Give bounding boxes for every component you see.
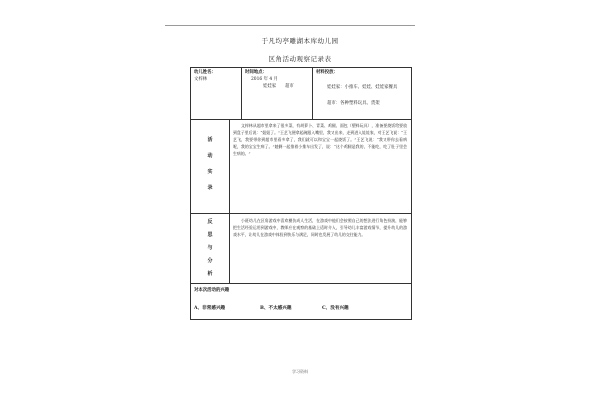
top-rule xyxy=(165,25,415,26)
interest-option-c[interactable]: C、没有兴趣 xyxy=(322,306,349,311)
label-char: 实 xyxy=(207,169,213,175)
label-char: 分 xyxy=(207,258,213,264)
child-name-value: 文梓林 xyxy=(194,77,208,82)
time-value: 2016 年 4 月 xyxy=(251,77,278,82)
col-divider xyxy=(241,68,242,119)
footer-text: 学习资料 xyxy=(292,369,308,374)
label-char: 思 xyxy=(207,232,213,238)
activity-record-label xyxy=(191,136,229,200)
reflection-text: 小班幼儿在区角游戏中喜欢模仿成人生活，在游戏中他们会按照自己的想法进行角色扮演，能够把生活经验运用到游戏中，教师应在观察的基础上适时介入，引导幼儿丰富游戏情节，提升幼儿的游戏水平，让幼儿在游戏中体验到快乐与满足，同时也发展了幼儿的交往能力。 xyxy=(233,218,407,237)
label-char: 析 xyxy=(207,271,213,277)
row-divider xyxy=(191,119,411,120)
label-char: 反 xyxy=(207,219,213,225)
row-divider xyxy=(191,283,411,284)
interest-option-b[interactable]: B、不太感兴趣 xyxy=(260,306,292,311)
col-divider xyxy=(312,68,313,119)
interest-option-a[interactable]: A、非常感兴趣 xyxy=(194,306,226,311)
kindergarten-title: 于凡均亭雕湖本库幼儿园 xyxy=(261,37,339,45)
row-divider xyxy=(191,213,411,214)
time-place-label: 时间地点： xyxy=(245,70,267,75)
label-char: 与 xyxy=(207,245,213,251)
reflection-label xyxy=(191,218,229,283)
label-char: 活 xyxy=(207,137,213,143)
label-char: 动 xyxy=(207,153,213,159)
observation-table xyxy=(190,67,412,320)
place-value: 娃娃家 超市 xyxy=(263,84,294,89)
label-char: 录 xyxy=(207,185,213,191)
materials-line-2: 超市：各种塑料玩具、货架 xyxy=(327,101,380,106)
materials-line-1: 娃娃家：小推车、娃娃、娃娃家餐具 xyxy=(327,85,398,90)
activity-record-text: 文梓林从超市里拿来了很多菜，有胡萝卜、青菜、鸡腿、面包（塑料玩具），准备要烧饭给要放到盘子里后说：“妞妞了。”王艺飞便拿起碗跟入嘴里，我又出来，走到进入娃娃家，对王艺飞说：“王艺飞，我要带你到超市里看多拿了，我们就可以和宝宝一起烧饭了。”王艺飞说：“我又带你去看病呢，我的宝宝生病了。”她俩一起推着小推车出发了，说：“这个鸡腿是我的，不能吃，吃了肚子里会生病的。” xyxy=(233,123,407,156)
col-divider xyxy=(229,119,230,283)
interest-label: 对本次活动的兴趣 xyxy=(194,288,230,293)
materials-label: 材料投放： xyxy=(316,70,338,75)
child-name-label: 幼儿姓名： xyxy=(194,70,216,75)
form-title: 区角活动观察记录表 xyxy=(268,55,332,63)
